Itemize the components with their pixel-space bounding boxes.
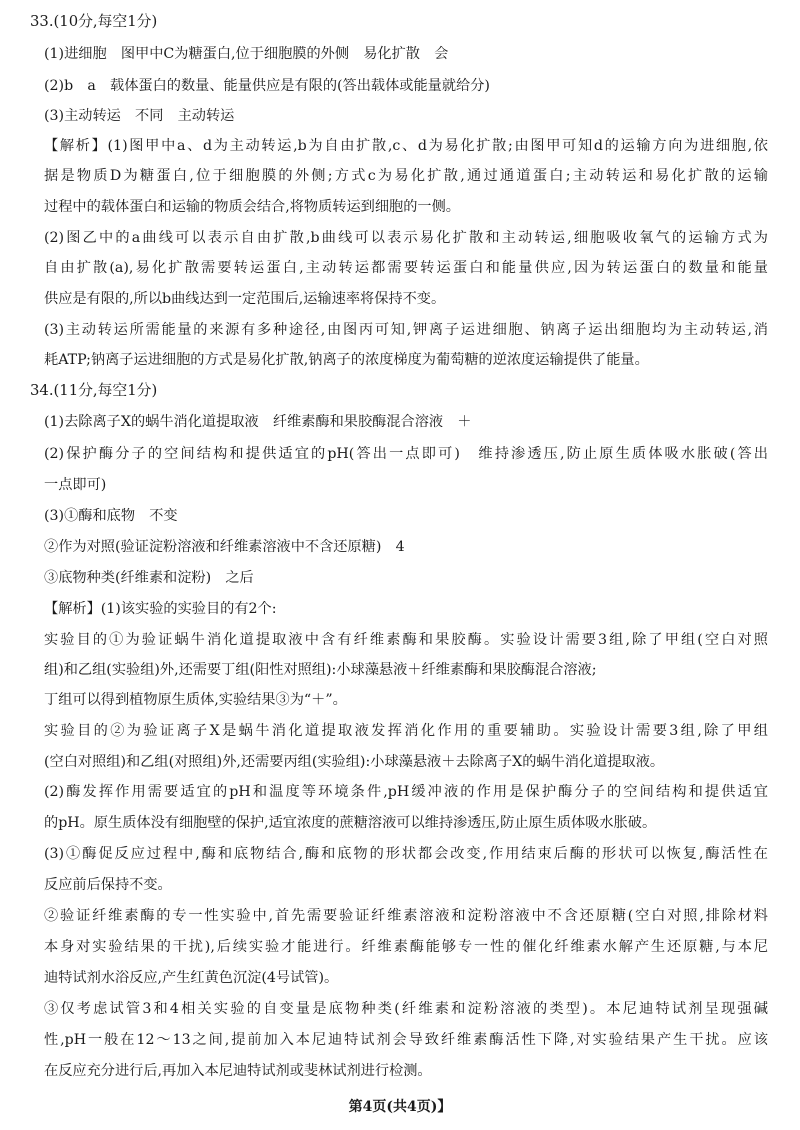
q34-explanation-p3-line-1: (2)酶发挥作用需要适宜的pH和温度等环境条件,pH缓冲液的作用是保护酶分子的空间结构和提供适宜 bbox=[44, 784, 768, 800]
q34-explanation-heading: 【解析】(1)该实验的实验目的有2个: bbox=[44, 601, 277, 617]
q33-answer-1: (1)进细胞 图甲中C为糖蛋白,位于细胞膜的外侧 易化扩散 会 bbox=[44, 46, 449, 62]
q34-explanation-p2-line-2: (空白对照组)和乙组(对照组)外,还需要丙组(实验组):小球藻悬液＋去除离子X的蜗牛消化道提取液。 bbox=[44, 754, 665, 770]
q33-explanation-3-line-1: (3)主动转运所需能量的来源有多种途径,由图丙可知,钾离子运进细胞、钠离子运出细胞均为主动转运,消 bbox=[44, 322, 768, 338]
q33-header: 33.(10分,每空1分) bbox=[30, 13, 158, 30]
q34-explanation-p6-line-2: 性,pH一般在12～13之间,提前加入本尼迪特试剂会导致纤维素酶活性下降,对实验结果产生干扰。应该 bbox=[44, 1032, 768, 1048]
q34-explanation-p6-line-3: 在反应充分进行后,再加入本尼迪特试剂或斐林试剂进行检测。 bbox=[44, 1063, 432, 1079]
q33-explanation-2-line-1: (2)图乙中的a曲线可以表示自由扩散,b曲线可以表示易化扩散和主动转运,细胞吸收氧气的运输方式为 bbox=[44, 230, 768, 246]
q34-answer-3-part-2: ②作为对照(验证淀粉溶液和纤维素溶液中不含还原糖) 4 bbox=[44, 539, 405, 555]
q34-explanation-p1-line-3: 丁组可以得到植物原生质体,实验结果③为“＋”。 bbox=[44, 692, 347, 708]
q33-explanation-3-line-2: 耗ATP;钠离子运进细胞的方式是易化扩散,钠离子的浓度梯度为葡萄糖的逆浓度运输提供了能量。 bbox=[44, 352, 649, 368]
q34-explanation-p2-line-1: 实验目的②为验证离子X是蜗牛消化道提取液发挥消化作用的重要辅助。实验设计需要3组,除了甲组 bbox=[44, 723, 768, 739]
q34-answer-3-part-3: ③底物种类(纤维素和淀粉) 之后 bbox=[44, 570, 254, 586]
q34-explanation-p5-line-3: 迪特试剂水浴反应,产生红黄色沉淀(4号试管)。 bbox=[44, 970, 339, 986]
q34-explanation-p1-line-1: 实验目的①为验证蜗牛消化道提取液中含有纤维素酶和果胶酶。实验设计需要3组,除了甲组(空白对照 bbox=[44, 632, 768, 648]
q34-answer-3: (3)①酶和底物 不变 bbox=[44, 508, 178, 524]
q34-explanation-p3-line-2: 的pH。原生质体没有细胞壁的保护,适宜浓度的蔗糖溶液可以维持渗透压,防止原生质体吸水胀破。 bbox=[44, 815, 657, 831]
q33-answer-3: (3)主动转运 不同 主动转运 bbox=[44, 108, 235, 124]
q34-answer-1: (1)去除离子X的蜗牛消化道提取液 纤维素酶和果胶酶混合溶液 ＋ bbox=[44, 414, 472, 430]
q34-explanation-p5-line-2: 本身对实验结果的干扰),后续实验才能进行。纤维素酶能够专一性的催化纤维素水解产生还原糖,与本尼 bbox=[44, 939, 768, 955]
page-footer: 第4页(共4页)】 bbox=[348, 1099, 452, 1115]
q34-explanation-p5-line-1: ②验证纤维素酶的专一性实验中,首先需要验证纤维素溶液和淀粉溶液中不含还原糖(空白对照,排除材料 bbox=[44, 908, 768, 924]
q34-answer-2-line-2: 一点即可) bbox=[44, 477, 107, 493]
q34-header: 34.(11分,每空1分) bbox=[30, 382, 158, 399]
q34-explanation-p4-line-2: 反应前后保持不变。 bbox=[44, 877, 172, 893]
q33-explanation-1-line-1: 【解析】(1)图甲中a、d为主动转运,b为自由扩散,c、d为易化扩散;由图甲可知d的运输方向为进细胞,依 bbox=[44, 138, 768, 154]
q34-explanation-p1-line-2: 组)和乙组(实验组)外,还需要丁组(阳性对照组):小球藻悬液＋纤维素酶和果胶酶混合溶液; bbox=[44, 662, 597, 678]
q33-answer-2: (2)b a 载体蛋白的数量、能量供应是有限的(答出载体或能量就给分) bbox=[44, 78, 490, 94]
q34-explanation-p6-line-1: ③仅考虑试管3和4相关实验的自变量是底物种类(纤维素和淀粉溶液的类型)。本尼迪特试剂呈现强碱 bbox=[44, 1001, 768, 1017]
q33-explanation-1-line-3: 过程中的载体蛋白和运输的物质会结合,将物质转运到细胞的一侧。 bbox=[44, 199, 460, 215]
q33-explanation-2-line-2: 自由扩散(a),易化扩散需要转运蛋白,主动转运都需要转运蛋白和能量供应,因为转运蛋白的数量和能量 bbox=[44, 260, 768, 276]
q34-answer-2-line-1: (2)保护酶分子的空间结构和提供适宜的pH(答出一点即可) 维持渗透压,防止原生质体吸水胀破(答出 bbox=[44, 446, 768, 462]
q34-explanation-p4-line-1: (3)①酶促反应过程中,酶和底物结合,酶和底物的形状都会改变,作用结束后酶的形状可以恢复,酶活性在 bbox=[44, 846, 768, 862]
q33-explanation-1-line-2: 据是物质D为糖蛋白,位于细胞膜的外侧;方式c为易化扩散,通过通道蛋白;主动转运和易化扩散的运输 bbox=[44, 168, 768, 184]
q33-explanation-2-line-3: 供应是有限的,所以b曲线达到一定范围后,运输速率将保持不变。 bbox=[44, 291, 446, 307]
